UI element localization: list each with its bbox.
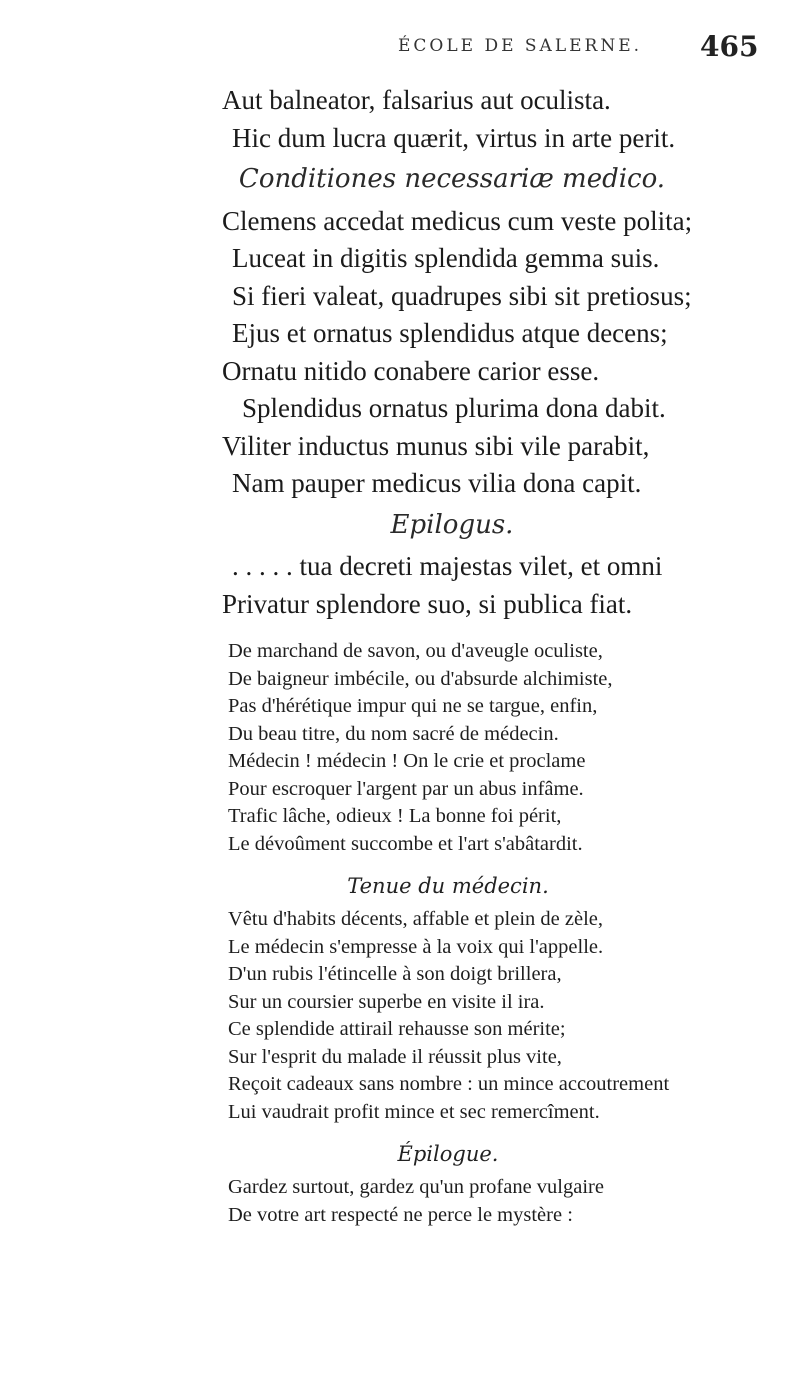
- section-heading-epilogus: Epilogus.: [390, 509, 514, 540]
- verse-line: D'un rubis l'étincelle à son doigt brillera,: [228, 963, 562, 985]
- verse-line: Lui vaudrait profit mince et sec remercîment.: [228, 1100, 600, 1123]
- verse-line: Nam pauper medicus vilia dona capit.: [232, 468, 642, 498]
- verse-line: Ornatu nitido conabere carior esse.: [222, 355, 600, 386]
- verse-line: Aut balneator, falsarius aut oculista.: [222, 85, 611, 115]
- verse-line: Viliter inductus munus sibi vile parabit,: [222, 430, 650, 461]
- page-header: [0, 28, 800, 68]
- verse-line: Pas d'hérétique impur qui ne se targue, enfin,: [228, 695, 598, 717]
- verse-line: Reçoit cadeaux sans nombre : un mince accoutrement: [228, 1073, 670, 1095]
- verse-line: Le médecin s'empresse à la voix qui l'appelle.: [228, 935, 604, 958]
- verse-line: Le dévoûment succombe et l'art s'abâtardit.: [228, 832, 583, 855]
- verse-line: Si fieri valeat, quadrupes sibi sit pretiosus;: [232, 280, 692, 311]
- verse-line: De marchand de savon, ou d'aveugle oculiste,: [228, 640, 603, 662]
- verse-line: Trafic lâche, odieux ! La bonne foi périt,: [228, 805, 562, 827]
- running-title: ÉCOLE DE SALERNE.: [397, 36, 643, 56]
- section-heading-tenue: Tenue du médecin.: [347, 874, 549, 898]
- verse-line: De baigneur imbécile, ou d'absurde alchimiste,: [228, 667, 613, 690]
- verse-line: Ejus et ornatus splendidus atque decens;: [232, 318, 668, 348]
- verse-line: Luceat in digitis splendida gemma suis.: [232, 243, 660, 273]
- verse-line: Sur l'esprit du malade il réussit plus vite,: [228, 1045, 562, 1068]
- verse-line: Sur un coursier superbe en visite il ira.: [228, 990, 545, 1013]
- verse-line: Ce splendide attirail rehausse son mérite;: [228, 1018, 566, 1040]
- verse-line: Splendidus ornatus plurima dona dabit.: [242, 393, 666, 423]
- verse-line: . . . . . tua decreti majestas vilet, et omni: [232, 551, 663, 581]
- verse-line: Gardez surtout, gardez qu'un profane vulgaire: [228, 1176, 604, 1198]
- verse-line: Privatur splendore suo, si publica fiat.: [222, 588, 633, 619]
- verse-line: Vêtu d'habits décents, affable et plein de zèle,: [228, 908, 604, 930]
- verse-line: Médecin ! médecin ! On le crie et proclame: [228, 750, 586, 772]
- page-number: 465: [700, 30, 759, 63]
- verse-line: Du beau titre, du nom sacré de médecin.: [228, 722, 559, 745]
- section-heading-conditiones: Conditiones necessariæ medico.: [238, 164, 666, 194]
- french-translation: [228, 638, 788, 1229]
- verse-line: Hic dum lucra quærit, virtus in arte perit.: [232, 122, 676, 153]
- verse-line: Pour escroquer l'argent par un abus infâme.: [228, 777, 584, 800]
- section-heading-epilogue: Épilogue.: [397, 1142, 499, 1166]
- latin-verse: [222, 82, 782, 623]
- verse-line: De votre art respecté ne perce le mystère :: [228, 1203, 573, 1226]
- verse-line: Clemens accedat medicus cum veste polita;: [222, 205, 693, 236]
